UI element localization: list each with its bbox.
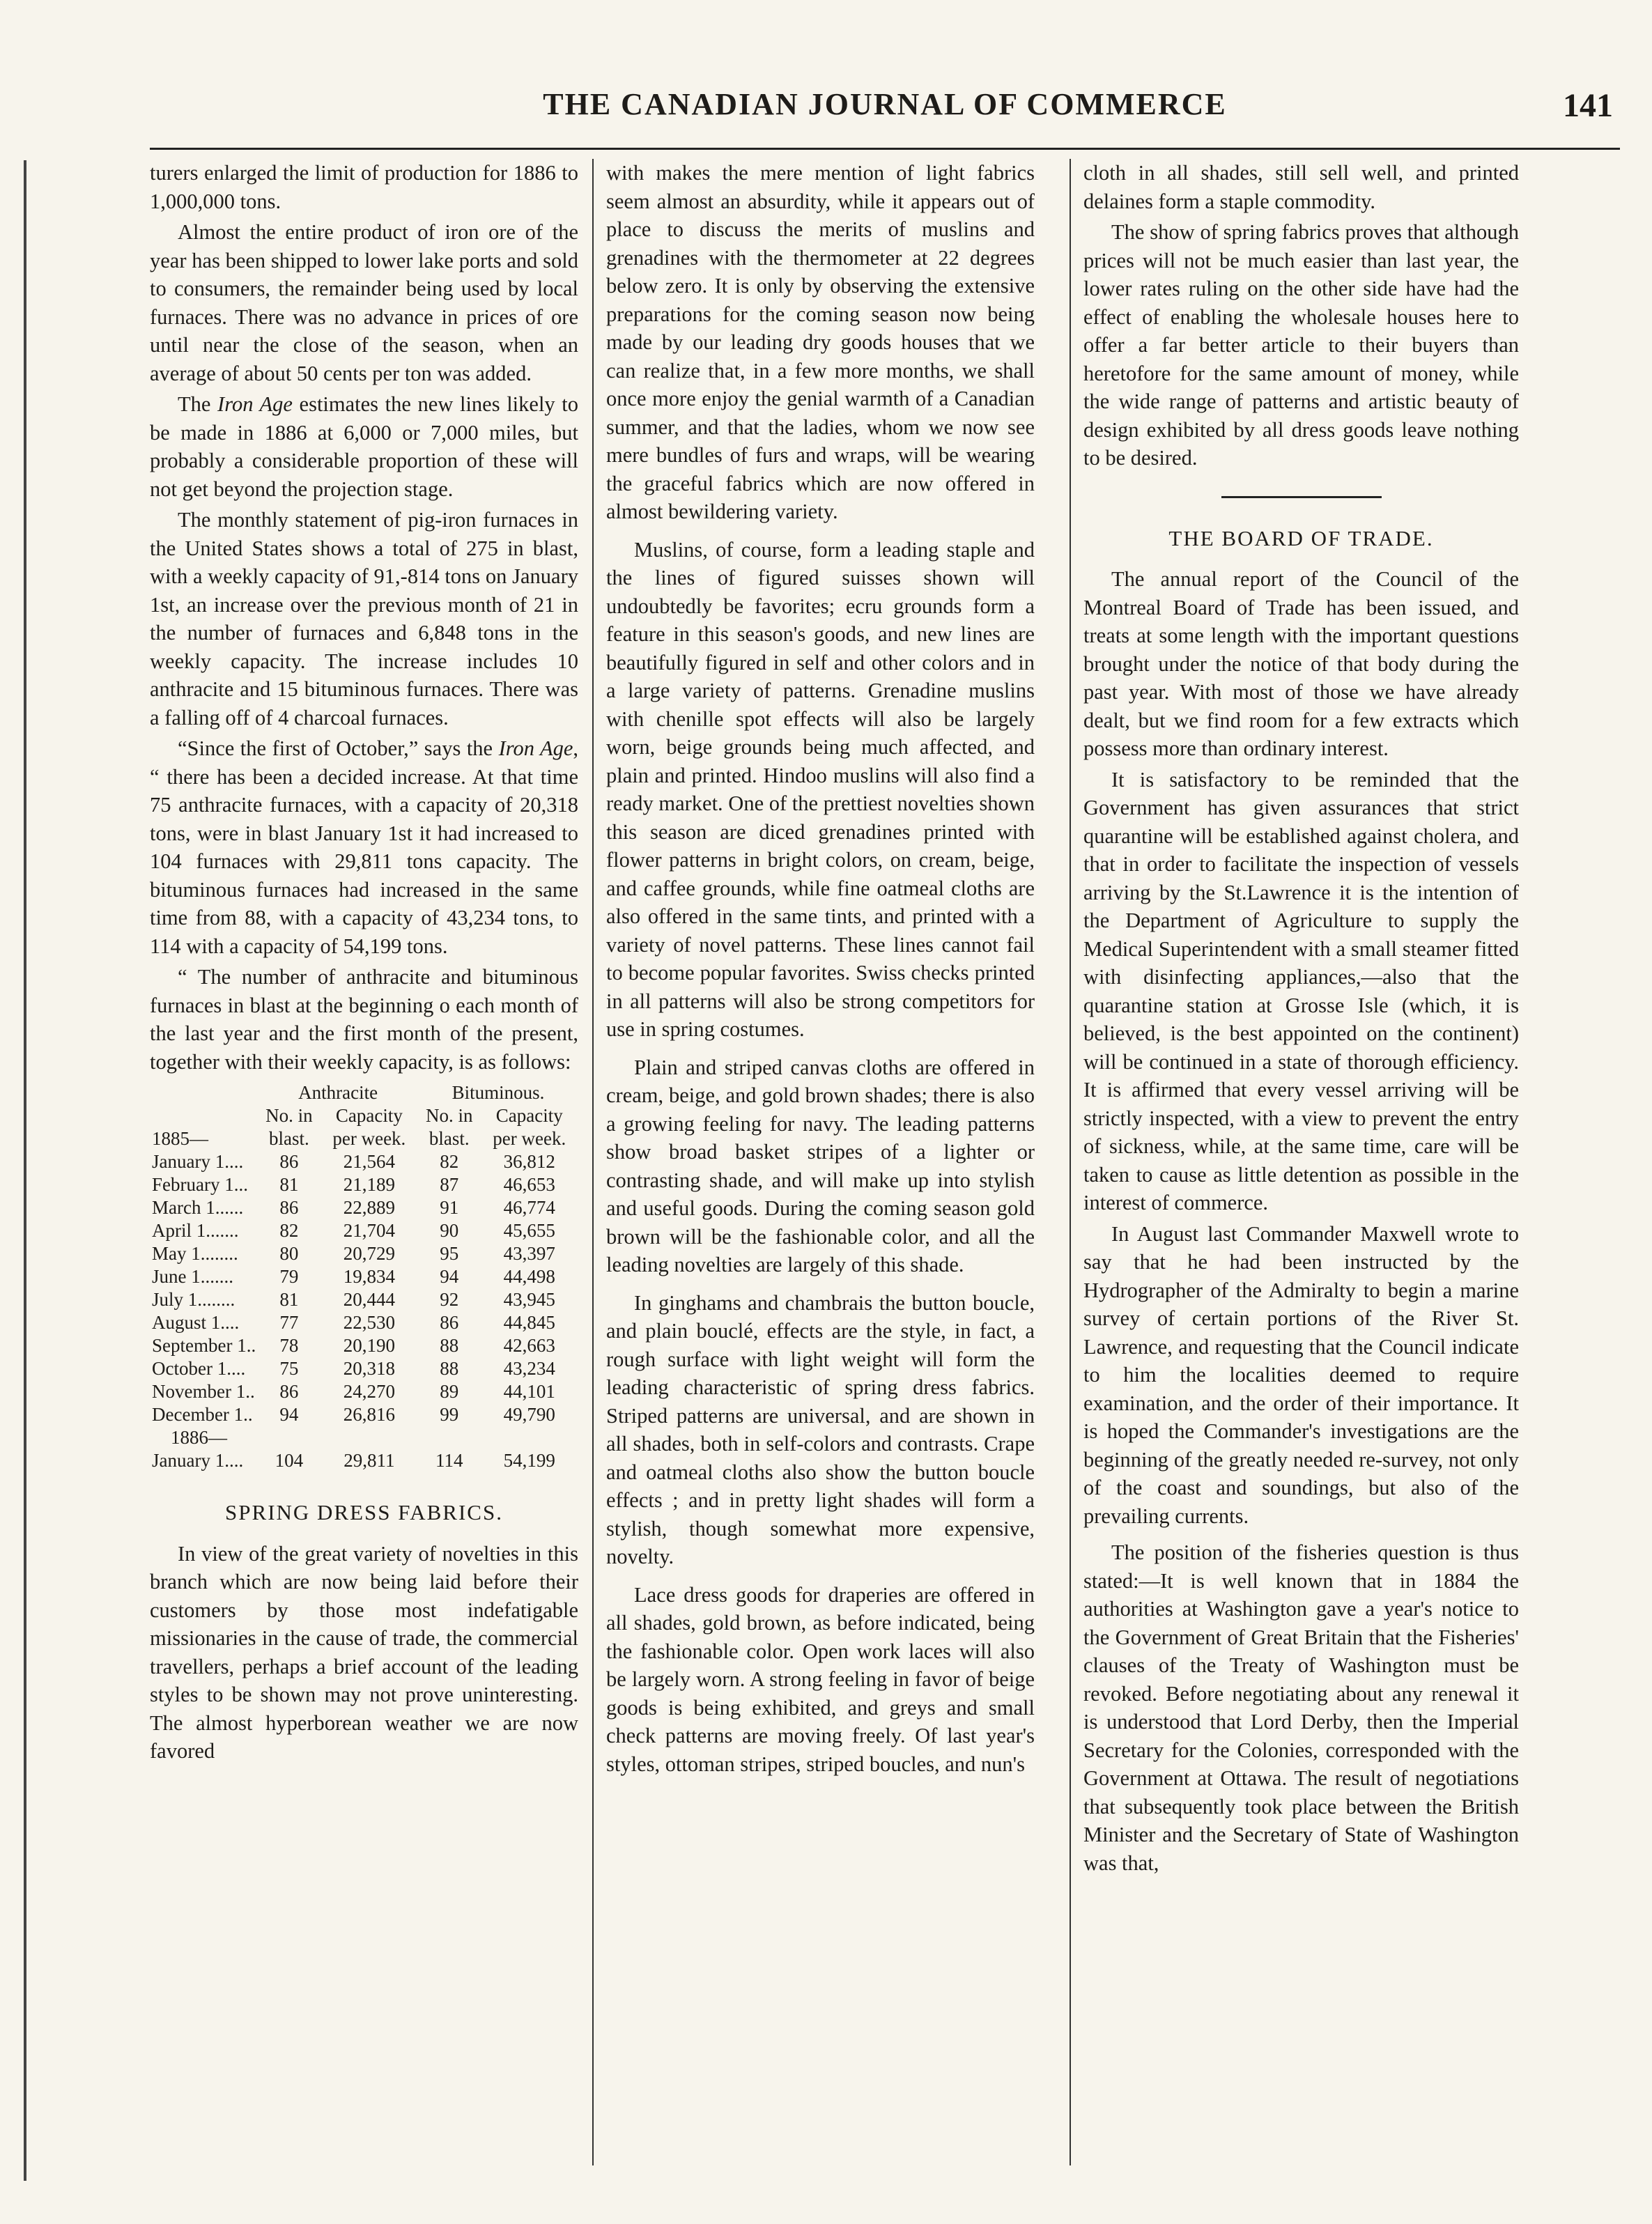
- table-cell: 79: [279, 1266, 299, 1287]
- journal-title: THE CANADIAN JOURNAL OF COMMERCE: [543, 87, 1227, 121]
- column-2: [606, 159, 1035, 2179]
- table-cell: July 1........: [152, 1289, 236, 1310]
- table-cell: 21,564: [343, 1151, 395, 1172]
- text-run: The: [178, 392, 218, 416]
- paragraph: cloth in all shades, still sell well, and printed delaines form a staple commodity.: [1083, 161, 1519, 213]
- table-cell: 45,655: [503, 1220, 555, 1241]
- table-row: [150, 1288, 578, 1311]
- text-run: , “ there has been a decided increase. At that time 75 anthracite furnaces, with a capacity of 20,318 tons, were in blast January 1st it had increased to 104 furnaces with 29,811 tons capacity. The bituminous furnaces had increased in the same time from 88, with a capacity of 43,234 tons, to 114 with a capacity of 54,199 tons.: [150, 736, 578, 958]
- table-cell: 44,101: [503, 1381, 555, 1402]
- paragraph: Plain and striped canvas cloths are offered in cream, beige, and gold brown shades; there is also a growing feeling for navy. The leading patterns show broad basket stripes of a lighter or contrasting shade, and will make up into stylish and useful goods. During the coming season gold brown will be the fashionable color, and all the leading novelties are largely of this shade.: [606, 1055, 1035, 1276]
- table-cell: 26,816: [343, 1404, 395, 1425]
- table-cell: 44,845: [503, 1312, 555, 1333]
- paragraph: with makes the mere mention of light fabrics seem almost an absurdity, while it appears out of place to discuss the merits of muslins and grenadines with the thermometer at 22 degrees below zero. It is only by observing the extensive preparations for the coming season now being made by our leading dry goods houses that we can realize that, in a few more months, we shall once more enjoy the genial warmth of a Canadian summer, and that the ladies, whom we now see mere bundles of furs and wraps, will be wearing the graceful fabrics which are now offered in almost bewildering variety.: [606, 161, 1035, 523]
- table-cell: 77: [279, 1312, 299, 1333]
- table-cell: 42,663: [503, 1335, 555, 1356]
- table-cell: April 1.......: [152, 1220, 239, 1241]
- table-row: [150, 1150, 578, 1173]
- section-heading: THE BOARD OF TRADE.: [1168, 525, 1434, 550]
- table-cell: 20,318: [343, 1358, 395, 1379]
- paragraph: [150, 390, 578, 503]
- column-header: Capacity per week.: [332, 1105, 406, 1149]
- table-cell: 94: [279, 1404, 299, 1425]
- column-header: No. in blast.: [265, 1105, 313, 1149]
- furnace-table: [150, 1081, 578, 1472]
- table-row: [150, 1173, 578, 1196]
- table-cell: 95: [440, 1243, 459, 1264]
- text-run: “Since the first of October,” says the: [178, 736, 499, 760]
- page-number: 141: [1563, 87, 1613, 124]
- paragraph: In view of the great variety of novelties in this branch which are now being laid before their customers by those most indefatigable missionaries in the cause of trade, the commercial travellers, perhaps a brief account of the leading styles to be shown may not prove uninteresting. The almost hyperborean weather we are now favored: [150, 1541, 578, 1763]
- table-cell: 43,945: [503, 1289, 555, 1310]
- table-cell: August 1....: [152, 1312, 240, 1333]
- table-cell: 114: [435, 1450, 463, 1471]
- group-header-anthracite: Anthracite: [298, 1082, 378, 1103]
- table-cell: 46,653: [503, 1174, 555, 1195]
- paragraph: The annual report of the Council of the Montreal Board of Trade has been issued, and treats at some length with the important questions brought under the notice of that body during the past year. With most of those we have already dealt, but we find room for a few extracts which possess more than ordinary interest.: [1083, 567, 1519, 760]
- table-cell: 78: [279, 1335, 299, 1356]
- spacer: [1083, 1533, 1519, 1538]
- column-header: Capacity per week.: [493, 1105, 566, 1149]
- table-cell: 81: [279, 1174, 299, 1195]
- table-cell: 99: [440, 1404, 459, 1425]
- table-cell: January 1....: [152, 1151, 244, 1172]
- spacer: [606, 1574, 1035, 1581]
- table-cell: September 1..: [152, 1335, 256, 1356]
- table-cell: 49,790: [503, 1404, 555, 1425]
- table-cell: 21,189: [343, 1174, 395, 1195]
- table-row: [150, 1449, 578, 1472]
- paragraph: In August last Commander Maxwell wrote to say that he had been instructed by the Hydrographer of the Admiralty to begin a marine survey of certain portions of the River St. Lawrence, and requesting that the Council indicate to him the localities deemed to require examination, and the order of their importance. It is hoped the Commander's investigations are the beginning of the greatly needed re-survey, not only of the coast and soundings, but also of the prevailing currents.: [1083, 1221, 1519, 1528]
- section-rule: [1221, 496, 1382, 498]
- table-cell: 87: [440, 1174, 459, 1195]
- table-cell: October 1....: [152, 1358, 246, 1379]
- binding-edge-mark: [24, 160, 26, 2181]
- table-row: [150, 1403, 578, 1426]
- table-cell: 44,498: [503, 1266, 555, 1287]
- year-label: 1885—: [152, 1128, 208, 1149]
- table-cell: 20,444: [343, 1289, 395, 1310]
- table-cell: 81: [279, 1289, 299, 1310]
- table-cell: 86: [279, 1151, 299, 1172]
- table-cell: 75: [279, 1358, 299, 1379]
- table-cell: November 1..: [152, 1381, 255, 1402]
- paragraph: [150, 734, 578, 960]
- table-row: [150, 1380, 578, 1403]
- table-row: [150, 1426, 578, 1449]
- table-cell: [480, 1426, 578, 1449]
- paragraph: The position of the fisheries question is thus stated:—It is well known that in 1884 the authorities at Washington gave a year's notice to the Government of Great Britain that the Fisheries' clauses of the Treaty of Washington must be revoked. Before negotiating about any renewal it is understood that Lord Derby, then the Imperial Secretary for the Colonies, corresponded with the Government at Ottawa. The result of negotiations that subsequently took place between the British Minister and the Secretary of State of Washington was that,: [1083, 1540, 1519, 1875]
- table-body: [150, 1150, 578, 1472]
- column-divider: [592, 159, 594, 2165]
- publication-name: Iron Age: [217, 392, 293, 416]
- table-cell: 90: [440, 1220, 459, 1241]
- table-row: [150, 1311, 578, 1334]
- table-cell: [258, 1426, 320, 1449]
- table-cell: 88: [440, 1358, 459, 1379]
- table-cell: December 1..: [152, 1404, 253, 1425]
- table-cell: June 1.......: [152, 1266, 233, 1287]
- table-cell: 86: [279, 1197, 299, 1218]
- table-cell: 21,704: [343, 1220, 395, 1241]
- table-cell: 19,834: [343, 1266, 395, 1287]
- table-cell: 43,234: [503, 1358, 555, 1379]
- table-cell: 20,729: [343, 1243, 395, 1264]
- table-cell: January 1....: [152, 1450, 244, 1471]
- table-cell: [418, 1426, 480, 1449]
- section-heading: SPRING DRESS FABRICS.: [225, 1500, 503, 1524]
- table-corner: [150, 1081, 258, 1104]
- table-cell: 104: [275, 1450, 304, 1471]
- table-cell: 43,397: [503, 1243, 555, 1264]
- table-cell: 24,270: [343, 1381, 395, 1402]
- table-cell: 82: [279, 1220, 299, 1241]
- table-cell: 91: [440, 1197, 459, 1218]
- column-header: No. in blast.: [426, 1105, 473, 1149]
- paragraph: In ginghams and chambrais the button boucle, and plain bouclé, effects are the style, in fact, a rough surface with light weight will form the leading characteristic of spring dress fabrics. Striped patterns are universal, and are shown in all shades, both in self-colors and contrasts. Crape and oatmeal cloths also show the button boucle effects ; and in pretty light shades will form a stylish, though somewhat more expensive, novelty.: [606, 1290, 1035, 1568]
- column-divider: [1070, 159, 1071, 2165]
- table-cell: 22,530: [343, 1312, 395, 1333]
- table-cell: 29,811: [343, 1450, 395, 1471]
- table-row: [150, 1219, 578, 1242]
- table-cell: 80: [279, 1243, 299, 1264]
- publication-name: Iron Age: [498, 736, 573, 760]
- table-cell: 94: [440, 1266, 459, 1287]
- table-cell: 54,199: [503, 1450, 555, 1471]
- table-cell: 82: [440, 1151, 459, 1172]
- table-cell: February 1...: [152, 1174, 248, 1195]
- group-header-bituminous: Bituminous.: [451, 1082, 545, 1103]
- table-cell: 46,774: [503, 1197, 555, 1218]
- spacer: [606, 1282, 1035, 1289]
- table-row: [150, 1242, 578, 1265]
- paragraph: turers enlarged the limit of production for 1886 to 1,000,000 tons.: [150, 161, 578, 213]
- year-label: 1886—: [171, 1427, 227, 1448]
- paragraph: “ The number of anthracite and bituminous furnaces in blast at the beginning o each month of the last year and the first month of the present, together with their weekly capacity, is as follows:: [150, 965, 578, 1074]
- table-cell: 22,889: [343, 1197, 395, 1218]
- paragraph: Lace dress goods for draperies are offered in all shades, gold brown, as before indicated, being the fashionable color. Open work laces will also be largely worn. A strong feeling in favor of beige goods is being exhibited, and greys and small check patterns are moving freely. Of last year's styles, ottoman stripes, striped boucles, and nun's: [606, 1582, 1035, 1776]
- paragraph: The show of spring fabrics proves that although prices will not be much easier than last year, the lower rates ruling on the other side have had the effect of enabling the wholesale houses here to offer a far better article to their buyers than heretofore for the same amount of money, while the wide range of patterns and artistic beauty of design exhibited by all dress goods leave nothing to be desired.: [1083, 220, 1519, 470]
- table-cell: 86: [279, 1381, 299, 1402]
- column-1: [150, 159, 578, 2179]
- paragraph: The monthly statement of pig-iron furnaces in the United States shows a total of 275 in blast, with a weekly capacity of 91,-814 tons on January 1st, an increase over the previous month of 21 in the number of furnaces and 6,848 tons in the weekly capacity. The increase includes 10 anthracite and 15 bituminous furnaces. There was a falling off of 4 charcoal furnaces.: [150, 508, 578, 729]
- spacer: [606, 529, 1035, 536]
- table-cell: 89: [440, 1381, 459, 1402]
- paragraph: It is satisfactory to be reminded that the Government has given assurances that strict quarantine will be established against cholera, and that in order to facilitate the inspection of vessels arriving by the St.Lawrence it is the intention of the Department of Agriculture to supply the Medical Superintendent with a small steamer fitted with disinfecting appliances,—also that the quarantine station at Grosse Isle (which, it is believed, is the best appointed on the continent) will be continued in a state of thorough efficiency. It is affirmed that every vessel arriving will be strictly inspected, with a view to prevent the entry of sickness, while, at the same time, care will be taken to cause as little detention as possible in the interest of commerce.: [1083, 767, 1519, 1214]
- table-row: [150, 1334, 578, 1357]
- table-row: [150, 1357, 578, 1380]
- table-cell: May 1........: [152, 1243, 238, 1264]
- table-cell: [321, 1426, 419, 1449]
- paragraph: Almost the entire product of iron ore of the year has been shipped to lower lake ports and sold to consumers, the remainder being used by local furnaces. There was no advance in prices of ore until near the close of the season, when an average of about 50 cents per ton was added.: [150, 220, 578, 385]
- table-cell: 20,190: [343, 1335, 395, 1356]
- spacer: [606, 1047, 1035, 1053]
- paragraph: Muslins, of course, form a leading staple and the lines of figured suisses shown will undoubtedly be favorites; ecru grounds form a feature in this season's goods, and new lines are beautifully figured in self and other colors and in a large variety of patterns. Grenadine muslins with chenille spot effects will also be largely worn, beige grounds being much affected, and plain and printed. Hindoo muslins will also find a ready market. One of the prettiest novelties shown this season are diced grenadines printed with flower patterns in bright colors, on cream, beige, and caffee grounds, while fine oatmeal cloths are also offered in the same tints, and printed with a variety of novel patterns. These lines cannot fail to become popular favorites. Swiss checks printed in all patterns will also be strong competitors for use in spring costumes.: [606, 537, 1035, 1041]
- table-cell: 86: [440, 1312, 459, 1333]
- table-cell: 36,812: [503, 1151, 555, 1172]
- column-3: [1083, 159, 1519, 2179]
- spacer: [150, 1476, 578, 1495]
- table-row: [150, 1196, 578, 1219]
- table-cell: 88: [440, 1335, 459, 1356]
- text-run: estimates the new lines likely to be made in 1886 at 6,000 or 7,000 miles, but probably a considerable proportion of these will not get beyond the projection stage.: [150, 392, 578, 501]
- table-cell: 92: [440, 1289, 459, 1310]
- page-header: [150, 84, 1620, 139]
- header-rule: [150, 148, 1620, 150]
- table-cell: March 1......: [152, 1197, 244, 1218]
- table-row: [150, 1265, 578, 1288]
